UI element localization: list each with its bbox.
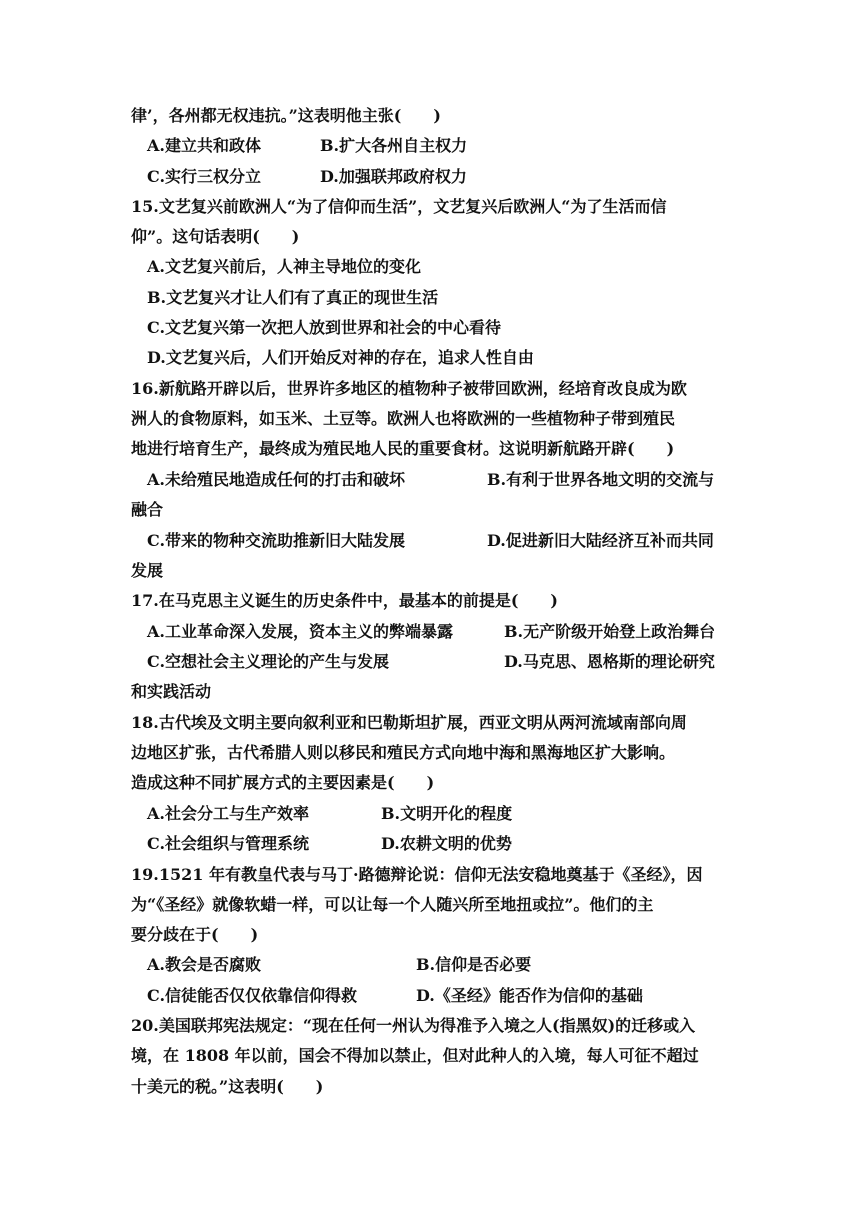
q18-option-d: D.农耕文明的优势 [381,834,512,853]
q16-option-b: B.有利于世界各地文明的交流与 [487,470,715,489]
q16-stem-line-2: 洲人的食物原料，如玉米、土豆等。欧洲人也将欧洲的一些植物种子带到殖民 [131,409,676,428]
q17-option-d-wrap: 和实践活动 [131,682,212,701]
q17-option-b: B.无产阶级开始登上政治舞台 [504,622,716,641]
q16-option-b-wrap: 融合 [131,500,164,519]
q19-option-c: C.信徒能否仅仅依靠信仰得救 [147,986,358,1005]
q19-option-d: D.《圣经》能否作为信仰的基础 [416,986,643,1005]
q15-stem-line-2: 仰”。这句话表明( ) [131,227,300,246]
q16-option-d: D.促进新旧大陆经济互补而共同 [487,531,714,550]
q19-stem-line-3: 要分歧在于( ) [131,925,259,944]
q19-option-a: A.教会是否腐败 [147,955,261,974]
q19-stem-line-1: 19.1521 年有教皇代表与马丁·路德辩论说：信仰无法安稳地奠基于《圣经》，因 [131,865,703,884]
q20-stem-line-2: 境，在 1808 年以前，国会不得加以禁止，但对此种人的入境，每人可征不超过 [131,1046,699,1065]
q16-option-d-wrap: 发展 [131,561,164,580]
q18-stem-line-2: 边地区扩张，古代希腊人则以移民和殖民方式向地中海和黑海地区扩大影响。 [131,743,676,762]
q18-option-b: B.文明开化的程度 [381,804,513,823]
q20-stem-line-1: 20.美国联邦宪法规定：“现在任何一州认为得准予入境之人(指黑奴)的迁移或入 [131,1016,696,1035]
q18-stem-line-3: 造成这种不同扩展方式的主要因素是( ) [131,773,435,792]
q18-option-a: A.社会分工与生产效率 [147,804,309,823]
q17-option-c: C.空想社会主义理论的产生与发展 [147,652,390,671]
q18-option-c: C.社会组织与管理系统 [147,834,310,853]
q16-option-c: C.带来的物种交流助推新旧大陆发展 [147,531,406,550]
q18-stem-line-1: 18.古代埃及文明主要向叙利亚和巴勒斯坦扩展，西亚文明从两河流域南部向周 [131,713,687,732]
q19-stem-line-2: 为“《圣经》就像软蜡一样，可以让每一个人随兴所至地扭或拉”。他们的主 [131,895,654,914]
q15-option-a: A.文艺复兴前后，人神主导地位的变化 [147,257,421,276]
q19-option-b: B.信仰是否必要 [416,955,532,974]
q14-stem-tail: 律’，各州都无权违抗。”这表明他主张( ) [131,106,441,125]
q17-stem-line-1: 17.在马克思主义诞生的历史条件中，最基本的前提是( ) [131,591,558,610]
q20-stem-line-3: 十美元的税。”这表明( ) [131,1077,324,1096]
q15-option-c: C.文艺复兴第一次把人放到世界和社会的中心看待 [147,318,502,337]
q16-stem-line-3: 地进行培育生产，最终成为殖民地人民的重要食材。这说明新航路开辟( ) [131,439,675,458]
q15-option-b: B.文艺复兴才让人们有了真正的现世生活 [147,288,439,307]
q17-option-d: D.马克思、恩格斯的理论研究 [504,652,715,671]
q14-option-d: D.加强联邦政府权力 [320,167,467,186]
q15-option-d: D.文艺复兴后，人们开始反对神的存在，追求人性自由 [147,348,534,367]
q16-stem-line-1: 16.新航路开辟以后，世界许多地区的植物种子被带回欧洲，经培育改良成为欧 [131,379,687,398]
q15-stem-line-1: 15.文艺复兴前欧洲人“为了信仰而生活”，文艺复兴后欧洲人“为了生活而信 [131,197,667,216]
q16-option-a: A.未给殖民地造成任何的打击和破坏 [147,470,405,489]
q17-option-a: A.工业革命深入发展，资本主义的弊端暴露 [147,622,453,641]
q14-option-b: B.扩大各州自主权力 [320,136,468,155]
q14-option-c: C.实行三权分立 [147,167,262,186]
q14-option-a: A.建立共和政体 [147,136,261,155]
